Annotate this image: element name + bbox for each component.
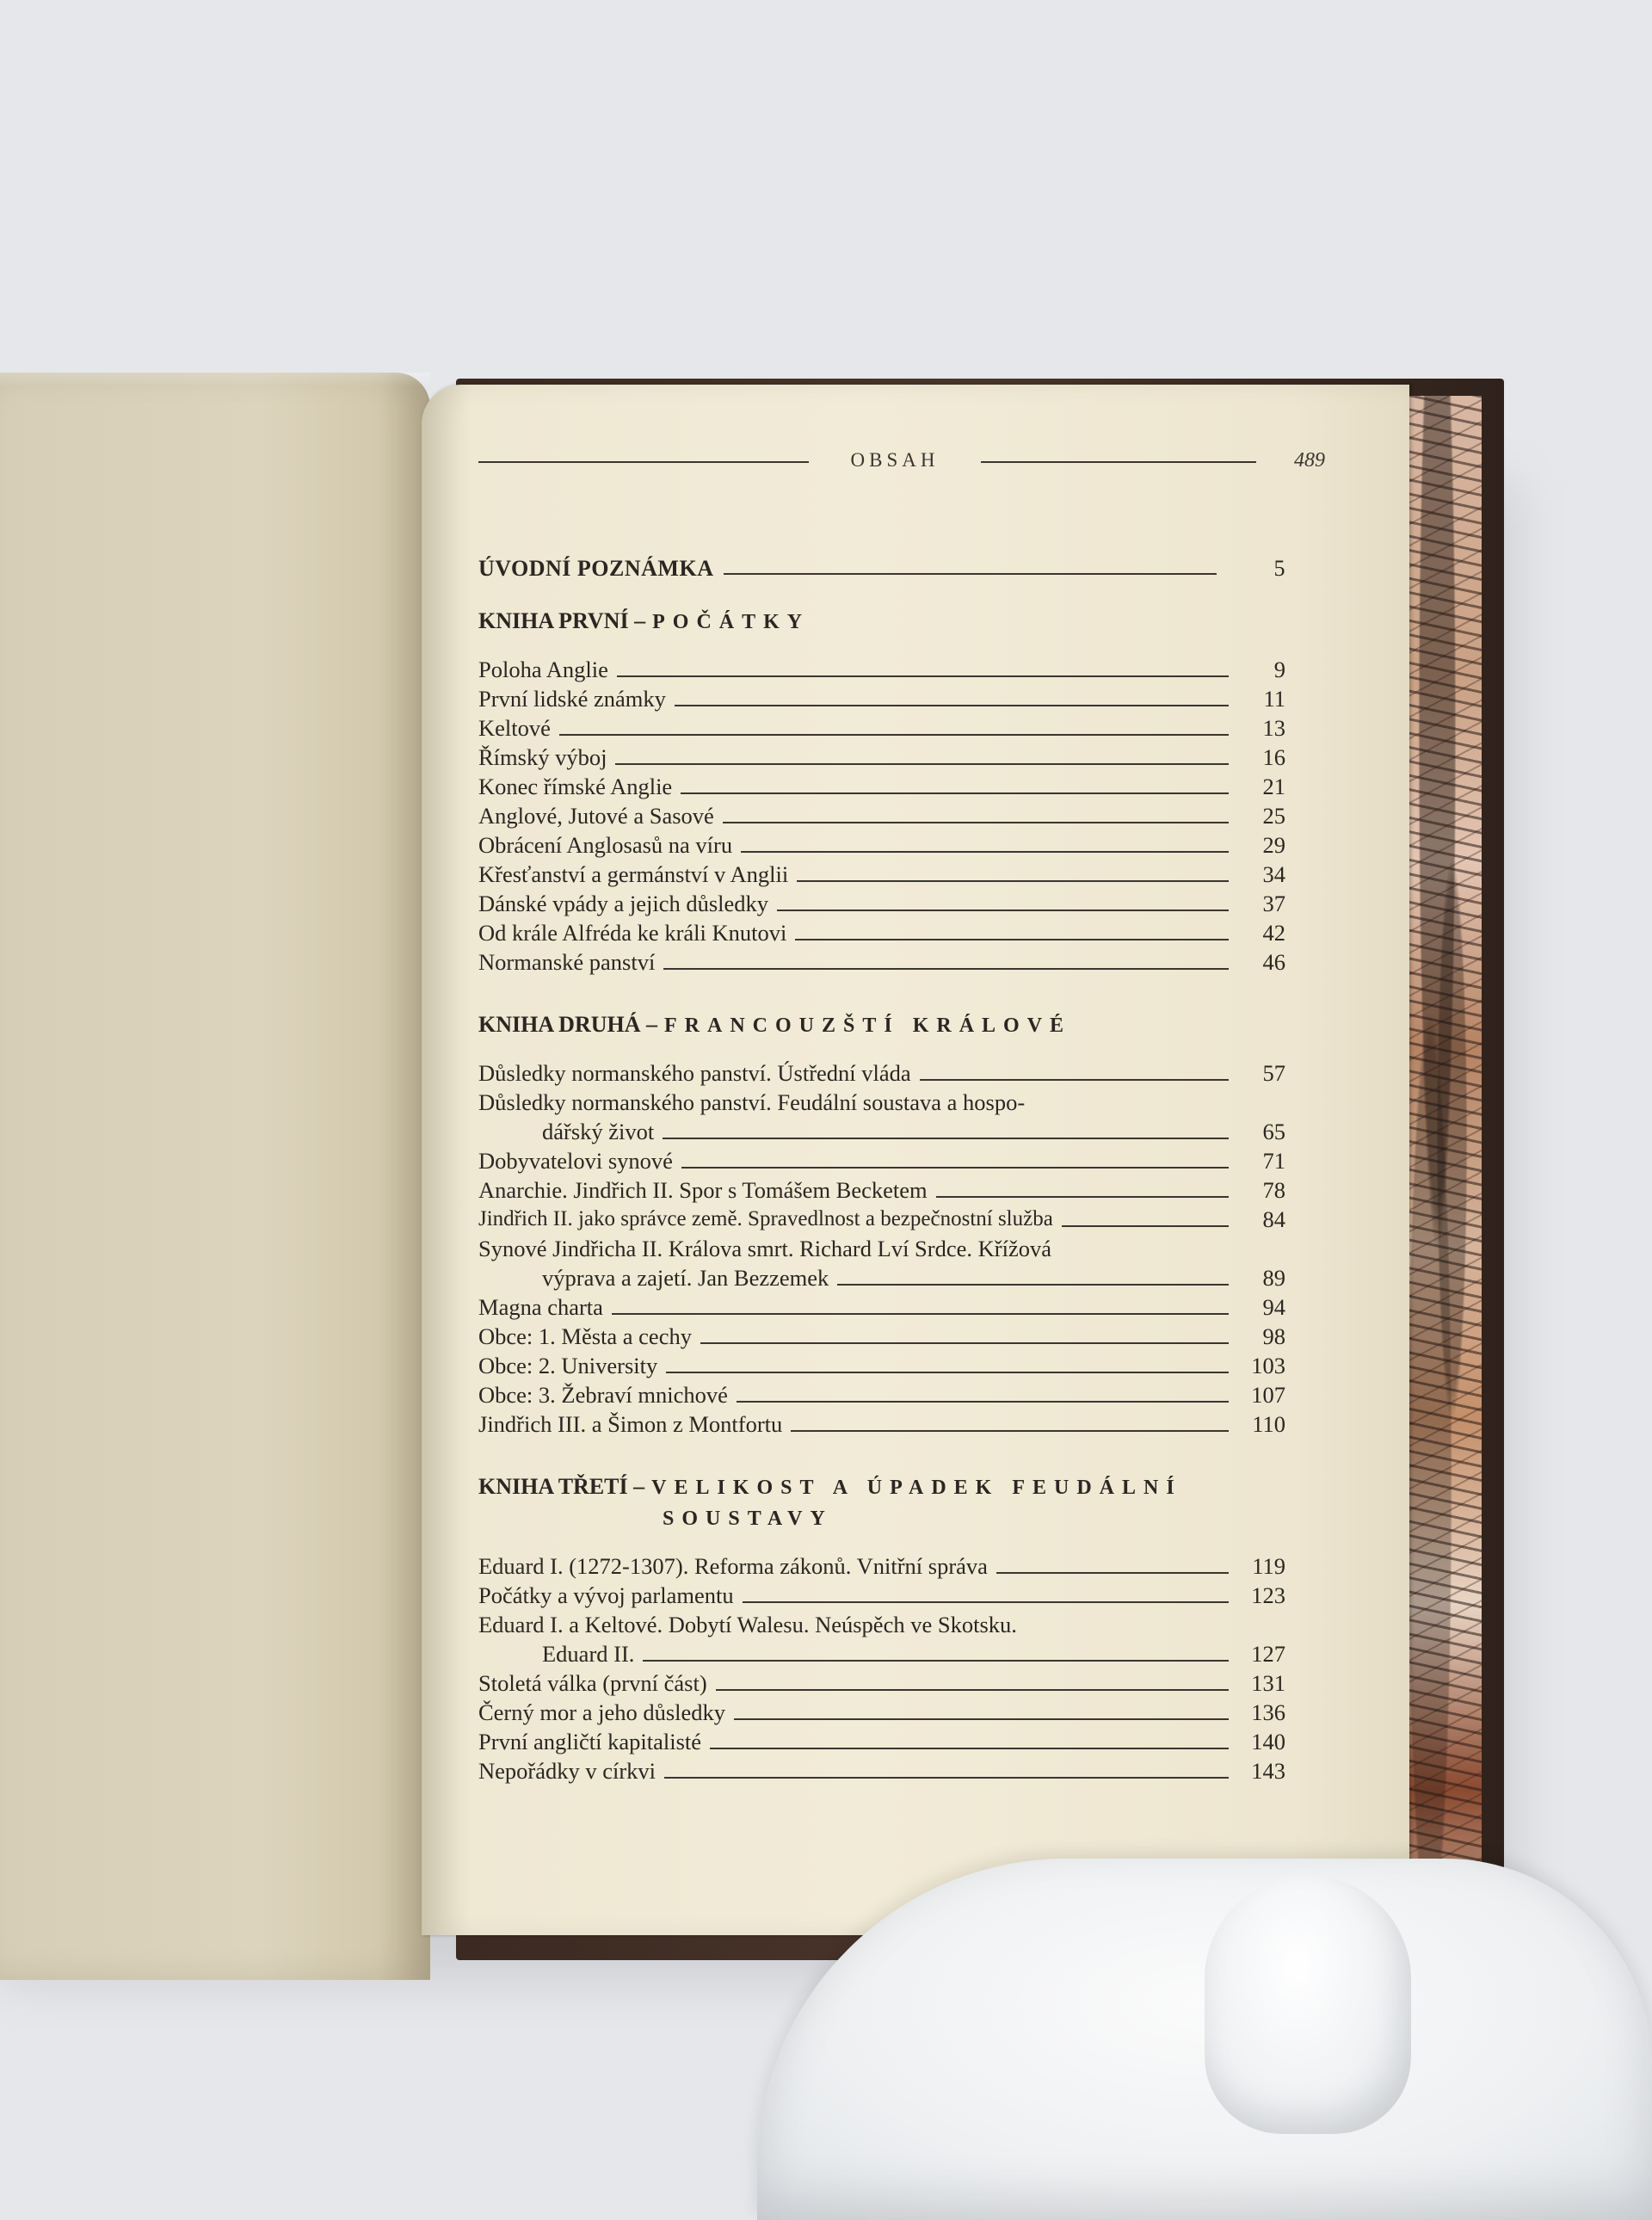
intro-page: 5 xyxy=(1273,556,1285,581)
entry-title-continued: dářský život xyxy=(542,1119,655,1144)
left-page xyxy=(0,373,430,1980)
entry-title: Synové Jindřicha II. Králova smrt. Richard Lví Srdce. Křížová xyxy=(478,1236,1051,1261)
entry-title: Magna charta xyxy=(478,1294,603,1320)
toc-entry xyxy=(478,1205,1285,1234)
entry-page: 34 xyxy=(1262,861,1285,887)
leader-line xyxy=(681,792,1229,794)
book-title-continued: SOUSTAVY xyxy=(663,1508,833,1530)
toc-entry xyxy=(478,1322,1285,1351)
leader-line xyxy=(936,1195,1229,1198)
entry-page: 94 xyxy=(1262,1294,1285,1320)
toc-entry xyxy=(478,947,1285,977)
entry-page: 46 xyxy=(1262,949,1285,975)
map-illustration-edge xyxy=(1406,396,1482,1945)
entry-title: Keltové xyxy=(478,715,551,741)
entry-page: 119 xyxy=(1252,1553,1285,1579)
entry-page: 103 xyxy=(1251,1353,1285,1378)
toc-entry xyxy=(478,889,1285,918)
entry-page: 110 xyxy=(1252,1411,1285,1437)
entry-page: 25 xyxy=(1262,803,1285,829)
leader-line xyxy=(675,704,1229,706)
entry-title: První lidské známky xyxy=(478,686,666,712)
leader-line xyxy=(743,1600,1229,1603)
entry-page: 9 xyxy=(1273,657,1285,682)
leader-line xyxy=(643,1659,1229,1662)
entry-page: 127 xyxy=(1251,1641,1285,1667)
leader-line xyxy=(710,1747,1229,1749)
entry-page: 107 xyxy=(1251,1382,1285,1408)
entry-page: 71 xyxy=(1262,1148,1285,1174)
entry-title: Obce: 2. University xyxy=(478,1353,658,1378)
entry-title: Obrácení Anglosasů na víru xyxy=(478,832,733,858)
entry-title: Důsledky normanského panství. Ústřední vláda xyxy=(478,1060,911,1086)
entry-title: Římský výboj xyxy=(478,744,607,770)
entry-page: 29 xyxy=(1262,832,1285,858)
toc-entry xyxy=(478,1668,1285,1698)
leader-line xyxy=(559,733,1229,736)
leader-line xyxy=(663,1137,1229,1139)
entry-title: Jindřich II. jako správce země. Spravedlnost a bezpečnostní služba xyxy=(478,1207,1053,1230)
entry-page: 65 xyxy=(1262,1119,1285,1144)
entry-page: 37 xyxy=(1262,891,1285,916)
entry-page: 42 xyxy=(1262,920,1285,946)
toc-entry xyxy=(478,1639,1285,1668)
leader-line xyxy=(723,821,1229,823)
leader-line xyxy=(791,1429,1229,1432)
toc-entry-wrap-line xyxy=(478,1088,1285,1117)
entry-title: Jindřich III. a Šimon z Montfortu xyxy=(478,1411,783,1437)
toc-entry xyxy=(478,1263,1285,1292)
leader-line xyxy=(612,1312,1229,1315)
leader-line xyxy=(615,762,1229,765)
entry-title: Důsledky normanského panství. Feudální soustava a hospo- xyxy=(478,1089,1026,1115)
book-label: KNIHA TŘETÍ – xyxy=(478,1474,645,1499)
leader-line xyxy=(795,938,1229,940)
entry-page: 21 xyxy=(1262,774,1285,799)
leader-line xyxy=(666,1371,1229,1373)
entry-title-continued: Eduard II. xyxy=(542,1641,635,1667)
entry-title: Anarchie. Jindřich II. Spor s Tomášem Becketem xyxy=(478,1177,928,1203)
entry-title: Normanské panství xyxy=(478,949,656,975)
entry-title: Obce: 3. Žebraví mnichové xyxy=(478,1382,728,1408)
toc-entry xyxy=(478,801,1285,830)
toc-entry xyxy=(478,1581,1285,1610)
entry-title: Obce: 1. Města a cechy xyxy=(478,1323,692,1349)
entry-page: 123 xyxy=(1251,1582,1285,1608)
leader-line xyxy=(837,1283,1229,1286)
toc-entry xyxy=(478,1351,1285,1380)
toc-entry xyxy=(478,713,1285,743)
toc-entry xyxy=(478,1551,1285,1581)
leader-line xyxy=(664,1776,1229,1779)
entry-page: 78 xyxy=(1262,1177,1285,1203)
book-label: KNIHA PRVNÍ – xyxy=(478,608,646,633)
entry-title: Stoletá válka (první část) xyxy=(478,1670,707,1696)
glove-thumb xyxy=(1205,1876,1411,2134)
leader-line xyxy=(716,1688,1229,1691)
entry-page: 13 xyxy=(1262,715,1285,741)
leader-line xyxy=(777,909,1229,911)
header-page-number: 489 xyxy=(1294,449,1325,472)
entry-title: Poloha Anglie xyxy=(478,657,608,682)
intro-title: ÚVODNÍ POZNÁMKA xyxy=(478,556,714,581)
book-title: FRANCOUZŠTÍ KRÁLOVÉ xyxy=(664,1014,1072,1037)
entry-title: Konec římské Anglie xyxy=(478,774,673,799)
toc-entry xyxy=(478,772,1285,801)
leader-line xyxy=(663,967,1229,970)
leader-line xyxy=(700,1341,1229,1344)
toc-entry xyxy=(478,1058,1285,1088)
entry-page: 98 xyxy=(1262,1323,1285,1349)
leader-line xyxy=(797,879,1229,882)
book-label: KNIHA DRUHÁ – xyxy=(478,1012,658,1037)
toc-entry xyxy=(478,1409,1285,1439)
book-heading-2 xyxy=(478,1009,1285,1041)
entry-page: 84 xyxy=(1262,1206,1285,1232)
toc-entry xyxy=(478,655,1285,684)
entry-title: První angličtí kapitalisté xyxy=(478,1729,702,1754)
entry-title: Dánské vpády a jejich důsledky xyxy=(478,891,769,916)
leader-line xyxy=(734,1717,1229,1720)
book-3-entries xyxy=(478,1551,1285,1785)
book-title: VELIKOST A ÚPADEK FEUDÁLNÍ xyxy=(651,1477,1182,1499)
running-header xyxy=(478,446,1327,475)
entry-page: 131 xyxy=(1251,1670,1285,1696)
entry-page: 89 xyxy=(1262,1265,1285,1291)
entry-title: Křesťanství a germánství v Anglii xyxy=(478,861,789,887)
header-rule-right xyxy=(981,461,1256,463)
entry-title: Nepořádky v církvi xyxy=(478,1758,656,1784)
entry-page: 57 xyxy=(1262,1060,1285,1086)
entry-page: 143 xyxy=(1251,1758,1285,1784)
header-title: OBSAH xyxy=(850,449,940,471)
toc-entry xyxy=(478,743,1285,772)
header-rule-left xyxy=(478,461,809,463)
toc-entry-wrap-line xyxy=(478,1610,1285,1639)
leader-line xyxy=(617,675,1229,677)
toc-entry xyxy=(478,1292,1285,1322)
toc-entry xyxy=(478,1175,1285,1205)
toc-entry-wrap-line xyxy=(478,1234,1285,1263)
entry-title: Černý mor a jeho důsledky xyxy=(478,1699,726,1725)
book-heading-3 xyxy=(478,1471,1285,1534)
toc-entry xyxy=(478,1756,1285,1785)
leader-line xyxy=(741,850,1229,853)
book-2-entries xyxy=(478,1058,1285,1439)
toc-entry xyxy=(478,684,1285,713)
book-1-entries xyxy=(478,655,1285,977)
toc-entry xyxy=(478,1698,1285,1727)
table-of-contents xyxy=(478,551,1285,1785)
leader-line xyxy=(1062,1224,1229,1227)
toc-entry xyxy=(478,1117,1285,1146)
leader-line xyxy=(681,1166,1229,1169)
entry-title: Počátky a vývoj parlamentu xyxy=(478,1582,734,1608)
leader-line xyxy=(996,1571,1229,1574)
entry-title: Anglové, Jutové a Sasové xyxy=(478,803,714,829)
toc-entry xyxy=(478,1146,1285,1175)
leader-line xyxy=(920,1078,1229,1081)
leader-line xyxy=(724,572,1217,575)
entry-title: Dobyvatelovi synové xyxy=(478,1148,673,1174)
entry-page: 140 xyxy=(1251,1729,1285,1754)
entry-title-continued: výprava a zajetí. Jan Bezzemek xyxy=(542,1265,829,1291)
toc-entry xyxy=(478,830,1285,860)
toc-entry xyxy=(478,918,1285,947)
entry-title: Od krále Alfréda ke králi Knutovi xyxy=(478,920,787,946)
leader-line xyxy=(737,1400,1229,1403)
toc-intro-entry xyxy=(478,551,1285,582)
entry-page: 16 xyxy=(1262,744,1285,770)
book-title: POČÁTKY xyxy=(652,611,811,633)
entry-page: 136 xyxy=(1251,1699,1285,1725)
entry-title: Eduard I. (1272-1307). Reforma zákonů. Vnitřní správa xyxy=(478,1553,988,1579)
toc-entry xyxy=(478,1727,1285,1756)
entry-page: 11 xyxy=(1263,686,1285,712)
toc-entry xyxy=(478,860,1285,889)
entry-title: Eduard I. a Keltové. Dobytí Walesu. Neúspěch ve Skotsku. xyxy=(478,1612,1017,1637)
toc-entry xyxy=(478,1380,1285,1409)
book-heading-1 xyxy=(478,606,1285,638)
